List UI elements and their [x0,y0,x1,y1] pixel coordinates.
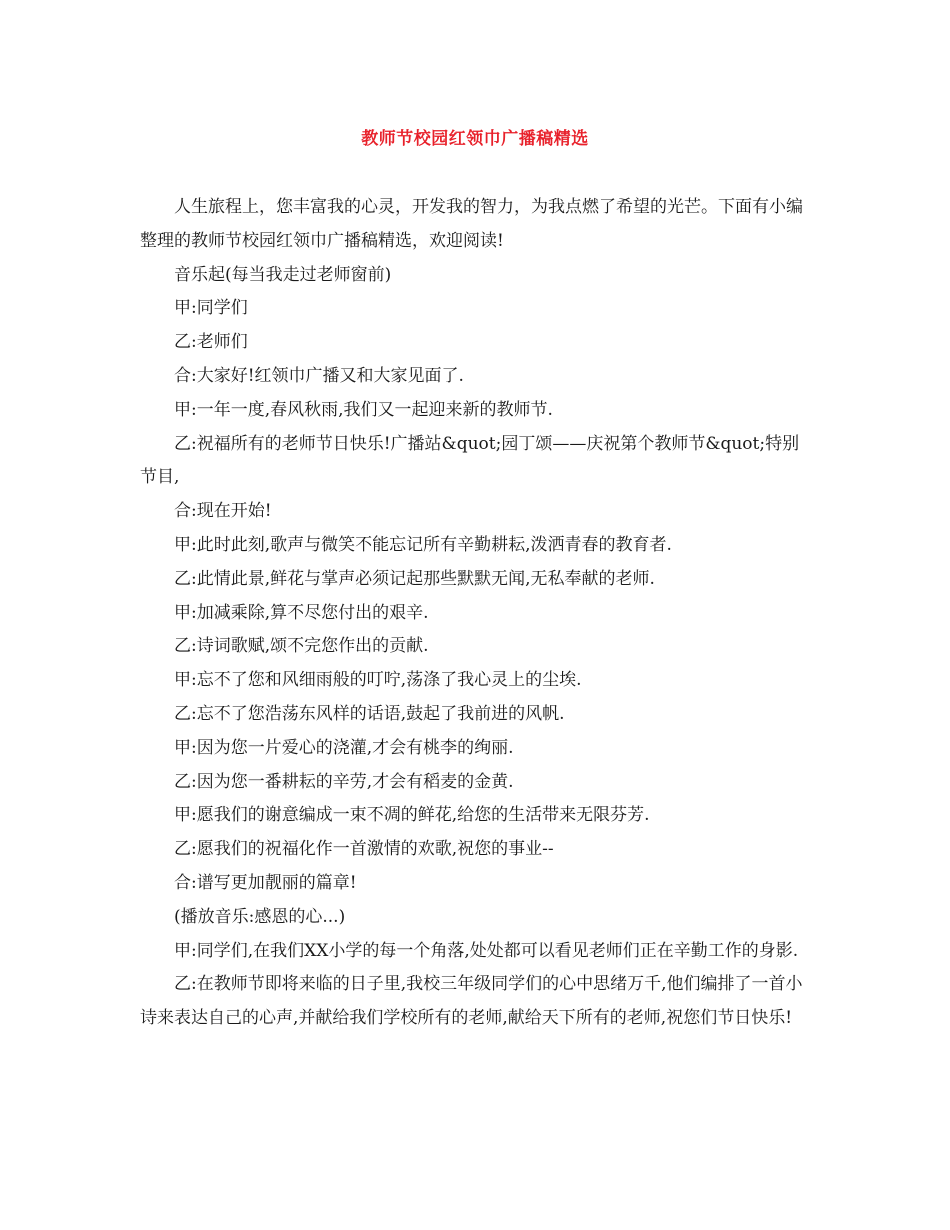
paragraph: 乙:因为您一番耕耘的辛劳,才会有稻麦的金黄. [174,771,514,792]
paragraph: (播放音乐:感恩的心...) [174,906,346,927]
paragraph: 合:大家好!红领巾广播又和大家见面了. [174,365,464,386]
paragraph: 甲:此时此刻,歌声与微笑不能忘记所有辛勤耕耘,泼洒青春的教育者. [174,534,672,555]
paragraph: 音乐起(每当我走过老师窗前) [174,264,392,285]
document-body [140,191,816,1036]
paragraph: 乙:在教师节即将来临的日子里,我校三年级同学们的心中思绪万千,他们编排了一首小诗来表达自己的心声,并献给我们学校所有的老师,献给天下所有的老师,祝您们节日快乐! [140,974,803,1029]
paragraph: 乙:忘不了您浩荡东风样的话语,鼓起了我前进的风帆. [174,703,565,724]
paragraph: 乙:愿我们的祝福化作一首激情的欢歌,祝您的事业-- [174,839,554,860]
paragraph: 乙:祝福所有的老师节日快乐!广播站&quot;园丁颂——庆祝第个教师节&quot;特别节目, [140,433,800,488]
paragraph: 合:谱写更加靓丽的篇章! [174,872,357,893]
paragraph: 甲:一年一度,春风秋雨,我们又一起迎来新的教师节. [174,399,553,420]
paragraph: 乙:诗词歌赋,颂不完您作出的贡献. [174,636,429,657]
paragraph: 合:现在开始! [174,501,272,522]
paragraph: 人生旅程上，您丰富我的心灵，开发我的智力，为我点燃了希望的光芒。下面有小编整理的教师节校园红领巾广播稿精选，欢迎阅读! [140,197,803,251]
paragraph: 乙:老师们 [174,332,248,353]
paragraph: 甲:同学们,在我们XX小学的每一个角落,处处都可以看见老师们正在辛勤工作的身影. [174,940,799,961]
paragraph: 甲:愿我们的谢意编成一束不凋的鲜花,给您的生活带来无限芬芳. [174,805,650,826]
paragraph: 乙:此情此景,鲜花与掌声必须记起那些默默无闻,无私奉献的老师. [174,568,655,589]
paragraph: 甲:加减乘除,算不尽您付出的艰辛. [174,602,429,623]
paragraph: 甲:忘不了您和风细雨般的叮咛,荡涤了我心灵上的尘埃. [174,670,582,691]
paragraph: 甲:因为您一片爱心的浇灌,才会有桃李的绚丽. [174,737,514,758]
document-title: 教师节校园红领巾广播稿精选 [361,129,589,149]
paragraph: 甲:同学们 [174,298,248,319]
